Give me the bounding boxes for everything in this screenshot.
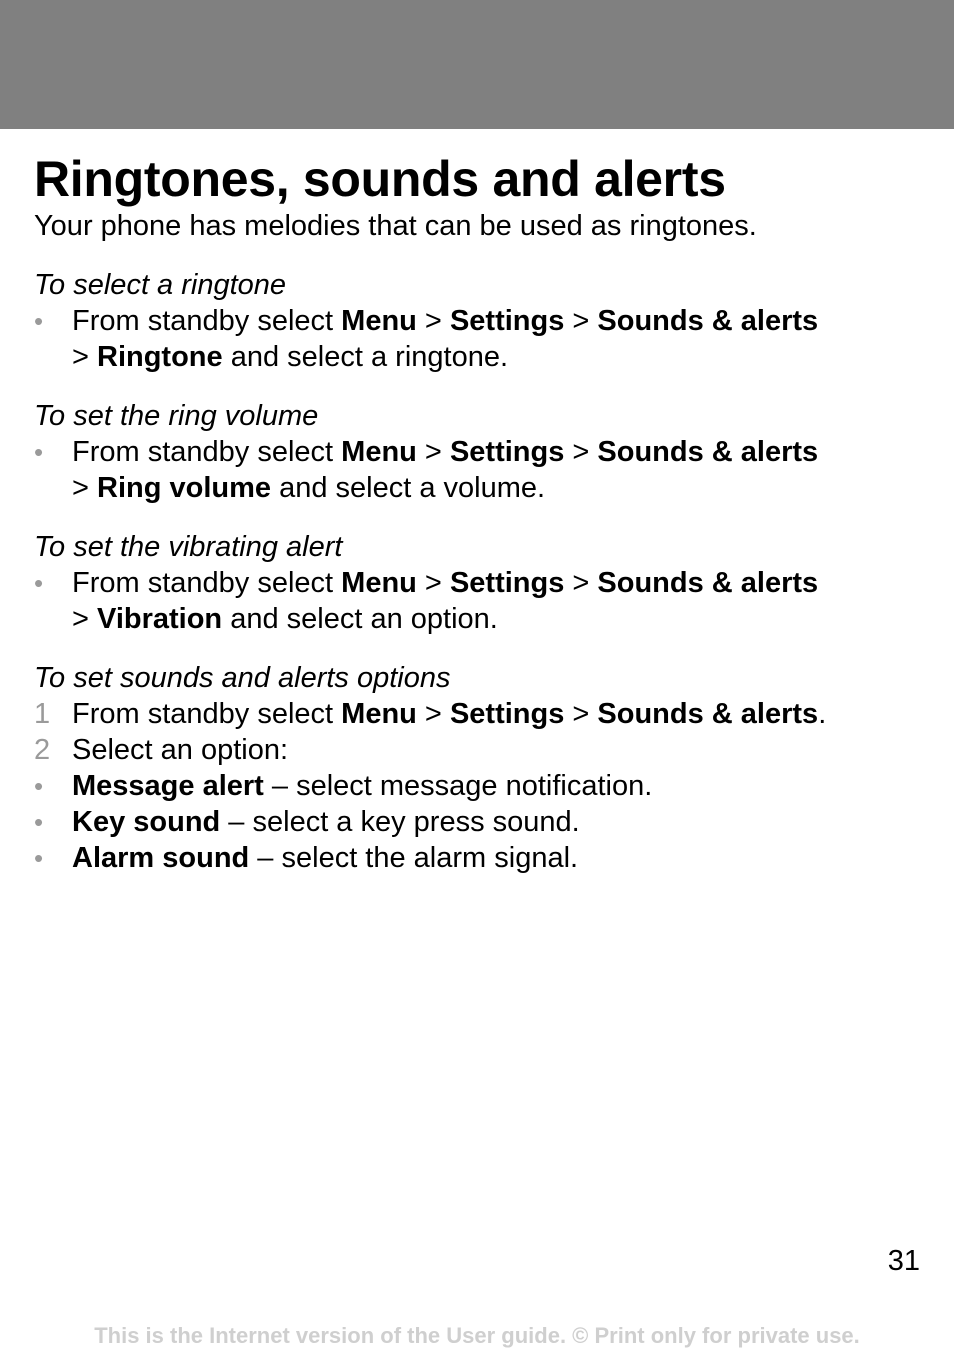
bullet-icon: • <box>34 306 44 336</box>
page-number: 31 <box>887 1245 920 1277</box>
instruction-item <box>34 565 924 637</box>
instruction-tail: and select a volume. <box>271 472 546 504</box>
step-item <box>34 696 924 732</box>
option-name: Message alert <box>72 770 264 802</box>
section-ring-volume <box>34 398 924 506</box>
menu-label: Menu <box>341 567 417 599</box>
header-bar <box>0 0 954 129</box>
path-separator: > <box>72 341 97 373</box>
instruction-item <box>34 303 924 375</box>
path-separator: > <box>416 567 450 599</box>
bullet-icon: • <box>34 807 44 837</box>
option-item <box>34 840 924 876</box>
path-separator: > <box>72 603 97 635</box>
path-separator: > <box>564 698 598 730</box>
path-separator: > <box>416 436 450 468</box>
bullet-icon: • <box>34 568 44 598</box>
option-item <box>34 768 924 804</box>
sounds-alerts-label: Sounds & alerts <box>597 698 819 730</box>
instruction-lead: From standby select <box>72 567 342 599</box>
instruction-tail: and select an option. <box>222 603 498 635</box>
sentence-end: . <box>818 698 827 730</box>
section-heading: To set the vibrating alert <box>34 531 343 563</box>
bullet-icon: • <box>34 437 44 467</box>
path-separator: > <box>416 305 450 337</box>
menu-label: Menu <box>341 305 417 337</box>
sounds-alerts-label: Sounds & alerts <box>597 305 819 337</box>
bullet-icon: • <box>34 771 44 801</box>
intro-text: Your phone has melodies that can be used as ringtones. <box>34 210 757 242</box>
bullet-icon: • <box>34 843 44 873</box>
step-number: 2 <box>34 734 51 766</box>
option-name: Alarm sound <box>72 842 250 874</box>
instruction-lead: From standby select <box>72 305 342 337</box>
path-separator: > <box>564 436 598 468</box>
path-separator: > <box>416 698 450 730</box>
vibration-label: Vibration <box>97 603 223 635</box>
path-separator: > <box>564 567 598 599</box>
settings-label: Settings <box>449 698 565 730</box>
path-separator: > <box>564 305 598 337</box>
settings-label: Settings <box>449 436 565 468</box>
settings-label: Settings <box>449 567 565 599</box>
instruction-item <box>34 434 924 506</box>
option-description: – select a key press sound. <box>220 806 580 838</box>
instruction-tail: and select a ringtone. <box>222 341 509 373</box>
ring-volume-label: Ring volume <box>97 472 272 504</box>
section-heading: To set sounds and alerts options <box>34 662 451 694</box>
ringtone-label: Ringtone <box>97 341 223 373</box>
section-heading: To set the ring volume <box>34 400 319 432</box>
section-vibrating-alert <box>34 529 924 637</box>
option-name: Key sound <box>72 806 221 838</box>
sounds-alerts-label: Sounds & alerts <box>597 436 819 468</box>
option-description: – select the alarm signal. <box>249 842 579 874</box>
settings-label: Settings <box>449 305 565 337</box>
menu-label: Menu <box>341 436 417 468</box>
option-item <box>34 804 924 840</box>
sounds-alerts-label: Sounds & alerts <box>597 567 819 599</box>
page-title: Ringtones, sounds and alerts <box>34 151 726 207</box>
section-heading: To select a ringtone <box>34 269 287 301</box>
path-separator: > <box>72 472 97 504</box>
footer-notice: This is the Internet version of the User guide. © Print only for private use. <box>94 1323 860 1348</box>
step-number: 1 <box>34 698 51 730</box>
step-text: Select an option: <box>72 734 289 766</box>
instruction-lead: From standby select <box>72 436 342 468</box>
section-sounds-alerts-options <box>34 660 924 876</box>
option-description: – select message notification. <box>263 770 653 802</box>
instruction-lead: From standby select <box>72 698 342 730</box>
menu-label: Menu <box>341 698 417 730</box>
section-select-ringtone <box>34 267 924 375</box>
page-content <box>34 147 924 876</box>
step-item <box>34 732 924 768</box>
